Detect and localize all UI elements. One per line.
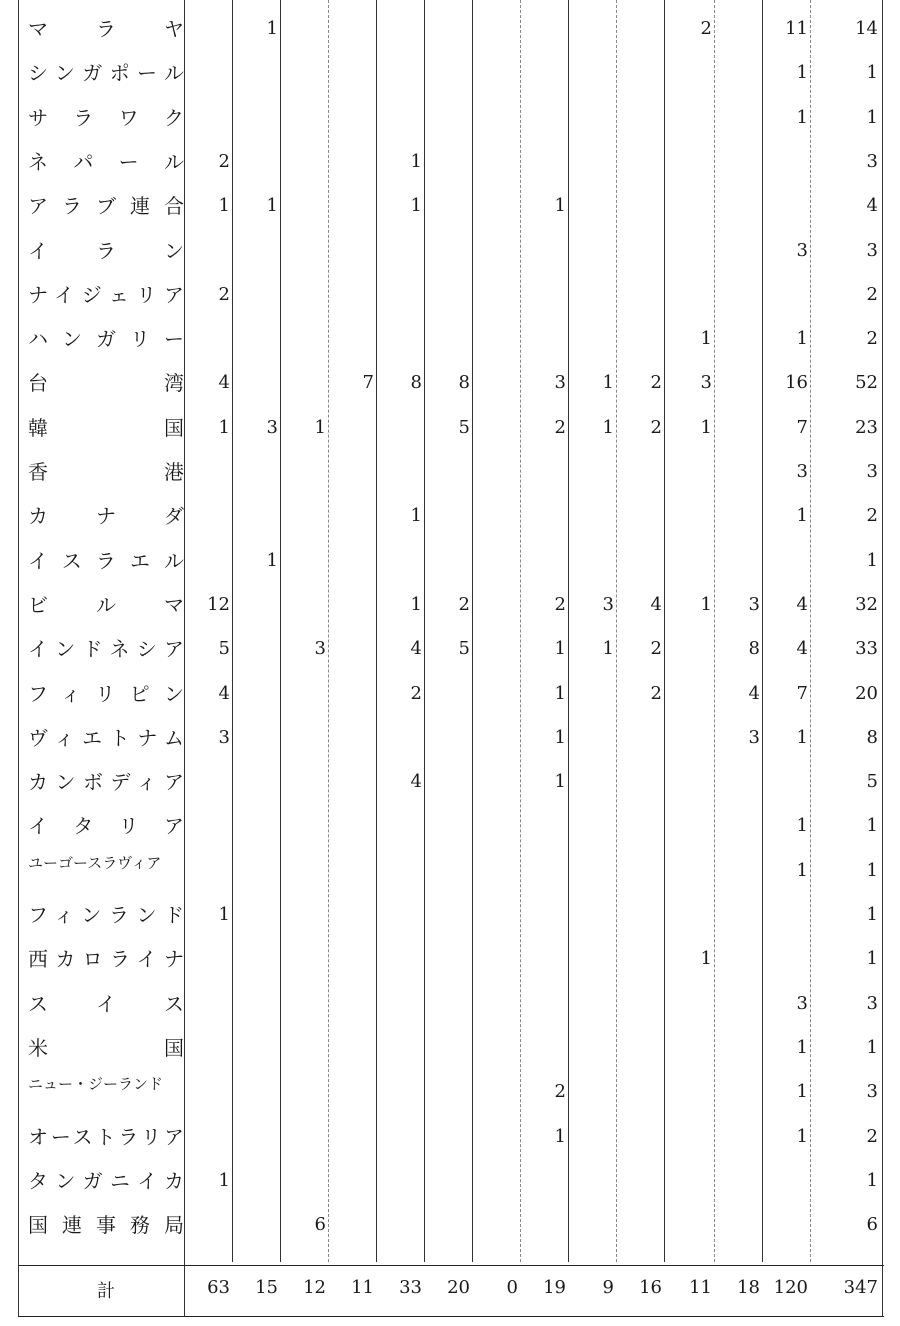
count-cell: 3 xyxy=(866,461,878,482)
count-cell: 2 xyxy=(650,682,662,704)
count-cell: 1 xyxy=(796,62,808,84)
country-name: イスラエル xyxy=(28,548,184,573)
count-cell: 8 xyxy=(458,372,470,394)
count-cell: 4 xyxy=(866,195,878,217)
table-row xyxy=(0,588,900,632)
count-cell: 1 xyxy=(796,1081,808,1103)
country-name: ビ ル マ xyxy=(28,592,184,617)
count-cell: 4 xyxy=(796,593,808,615)
count-cell: 1 xyxy=(866,859,878,881)
total-cell: 0 xyxy=(506,1277,518,1298)
count-cell: 32 xyxy=(855,593,878,615)
count-cell: 2 xyxy=(866,283,878,305)
count-cell: 1 xyxy=(554,682,566,704)
total-cell: 18 xyxy=(737,1277,760,1298)
table-row xyxy=(0,101,900,145)
count-cell: 14 xyxy=(855,18,878,39)
count-cell: 1 xyxy=(700,593,712,615)
count-cell: 5 xyxy=(458,638,470,660)
total-cell: 9 xyxy=(602,1277,614,1298)
count-cell: 1 xyxy=(796,1125,808,1147)
table-row xyxy=(0,411,900,455)
country-name: ハンガリー xyxy=(28,327,184,352)
total-cell: 120 xyxy=(773,1277,808,1298)
table-row xyxy=(0,1208,900,1252)
count-cell: 20 xyxy=(855,682,878,704)
count-cell: 1 xyxy=(796,505,808,527)
count-cell: 1 xyxy=(866,549,878,571)
count-cell: 4 xyxy=(796,638,808,660)
count-cell: 12 xyxy=(207,593,230,615)
count-cell: 16 xyxy=(785,372,808,394)
country-name: ネ パ ー ル xyxy=(28,149,184,174)
count-cell: 4 xyxy=(410,638,422,660)
count-cell: 52 xyxy=(855,372,878,394)
country-name: ニュー・ジーランド xyxy=(28,1075,164,1094)
table-row xyxy=(0,942,900,986)
count-cell: 4 xyxy=(410,771,422,793)
count-cell: 1 xyxy=(796,1036,808,1058)
table-row xyxy=(0,632,900,676)
count-cell: 1 xyxy=(218,904,230,925)
table-row xyxy=(0,1075,900,1119)
count-cell: 6 xyxy=(866,1214,878,1236)
row-rule xyxy=(18,1265,884,1266)
country-name: 台 湾 xyxy=(28,371,184,396)
table-row xyxy=(0,12,900,56)
country-name: 西カロライナ xyxy=(28,947,184,972)
count-cell: 1 xyxy=(700,416,712,438)
count-cell: 1 xyxy=(314,416,326,438)
country-name: ナイジェリア xyxy=(28,282,184,307)
count-cell: 1 xyxy=(554,195,566,217)
total-cell: 11 xyxy=(351,1277,374,1298)
count-cell: 2 xyxy=(650,416,662,438)
country-name: フィリピン xyxy=(28,681,184,706)
table-row xyxy=(0,1164,900,1208)
country-name: カ ナ ダ xyxy=(28,504,184,529)
table-row xyxy=(0,677,900,721)
country-name: ユーゴースラヴィア xyxy=(28,853,162,872)
count-cell: 23 xyxy=(855,416,878,438)
country-name: イ タ リ ア xyxy=(28,814,184,839)
count-cell: 4 xyxy=(650,593,662,615)
count-cell: 2 xyxy=(866,505,878,527)
count-cell: 5 xyxy=(458,416,470,438)
count-cell: 1 xyxy=(866,106,878,128)
count-cell: 3 xyxy=(748,726,760,748)
table-row xyxy=(0,1120,900,1164)
count-cell: 1 xyxy=(866,904,878,925)
count-cell: 1 xyxy=(602,416,614,438)
count-cell: 2 xyxy=(700,18,712,39)
count-cell: 1 xyxy=(866,62,878,84)
count-cell: 1 xyxy=(796,328,808,350)
total-cell: 33 xyxy=(399,1277,422,1298)
count-cell: 3 xyxy=(796,239,808,261)
country-name: ス イ ス xyxy=(28,991,184,1016)
count-cell: 1 xyxy=(410,195,422,217)
count-cell: 1 xyxy=(218,416,230,438)
count-cell: 1 xyxy=(796,726,808,748)
count-cell: 2 xyxy=(650,638,662,660)
count-cell: 1 xyxy=(866,815,878,837)
count-cell: 1 xyxy=(866,948,878,970)
count-cell: 1 xyxy=(700,948,712,970)
table-row xyxy=(0,544,900,588)
count-cell: 3 xyxy=(602,593,614,615)
country-name: タンガニイカ xyxy=(28,1168,184,1193)
count-cell: 1 xyxy=(410,593,422,615)
count-cell: 4 xyxy=(218,372,230,394)
count-cell: 5 xyxy=(218,638,230,660)
count-cell: 1 xyxy=(602,372,614,394)
count-cell: 1 xyxy=(266,195,278,217)
country-name: イ ラ ン xyxy=(28,238,184,263)
count-cell: 4 xyxy=(748,682,760,704)
count-cell: 33 xyxy=(855,638,878,660)
total-cell: 11 xyxy=(689,1277,712,1298)
count-cell: 1 xyxy=(410,150,422,172)
count-cell: 3 xyxy=(866,239,878,261)
count-cell: 2 xyxy=(554,593,566,615)
count-cell: 2 xyxy=(650,372,662,394)
count-cell: 1 xyxy=(866,1169,878,1191)
count-cell: 3 xyxy=(796,461,808,482)
country-name: 国連事務局 xyxy=(28,1213,184,1238)
total-cell: 15 xyxy=(255,1277,278,1298)
count-cell: 1 xyxy=(554,726,566,748)
country-name: 韓 国 xyxy=(28,415,184,440)
count-cell: 1 xyxy=(796,815,808,837)
table-row xyxy=(0,898,900,942)
count-cell: 3 xyxy=(748,593,760,615)
count-cell: 7 xyxy=(796,682,808,704)
table-row xyxy=(0,987,900,1031)
country-name: インドネシア xyxy=(28,637,184,662)
total-cell: 20 xyxy=(447,1277,470,1298)
count-cell: 2 xyxy=(410,682,422,704)
count-cell: 11 xyxy=(785,18,808,39)
country-name: サ ラ ワ ク xyxy=(28,105,184,130)
table-row xyxy=(0,189,900,233)
table-row xyxy=(0,499,900,543)
count-cell: 5 xyxy=(866,771,878,793)
country-name: アラブ連合 xyxy=(28,194,184,219)
count-cell: 8 xyxy=(410,372,422,394)
count-cell: 6 xyxy=(314,1214,326,1236)
table-row xyxy=(0,234,900,278)
count-cell: 2 xyxy=(554,1081,566,1103)
table-row xyxy=(0,765,900,809)
country-name: 米 国 xyxy=(28,1035,184,1060)
table-row xyxy=(0,366,900,410)
count-cell: 7 xyxy=(362,372,374,394)
table-row xyxy=(0,455,900,499)
count-cell: 3 xyxy=(218,726,230,748)
count-cell: 1 xyxy=(266,18,278,39)
table-row xyxy=(0,322,900,366)
count-cell: 1 xyxy=(602,638,614,660)
count-cell: 1 xyxy=(218,195,230,217)
total-cell: 12 xyxy=(303,1277,326,1298)
count-cell: 8 xyxy=(748,638,760,660)
count-cell: 1 xyxy=(554,638,566,660)
count-cell: 1 xyxy=(866,1036,878,1058)
count-cell: 7 xyxy=(796,416,808,438)
country-name: カンボディア xyxy=(28,770,184,795)
count-cell: 3 xyxy=(796,992,808,1014)
table-row xyxy=(0,809,900,853)
count-cell: 1 xyxy=(796,106,808,128)
count-cell: 3 xyxy=(554,372,566,394)
country-name: シンガポール xyxy=(28,61,184,86)
country-name: ヴィエトナム xyxy=(28,725,184,750)
count-cell: 1 xyxy=(796,859,808,881)
country-name: フィンランド xyxy=(28,903,184,927)
table-row xyxy=(0,145,900,189)
total-cell: 16 xyxy=(639,1277,662,1298)
count-cell: 3 xyxy=(866,1081,878,1103)
row-rule xyxy=(18,1316,884,1317)
count-cell: 2 xyxy=(866,328,878,350)
count-cell: 1 xyxy=(700,328,712,350)
total-cell: 63 xyxy=(207,1277,230,1298)
table-row xyxy=(0,56,900,100)
country-name: マ ラ ヤ xyxy=(28,17,184,41)
count-cell: 8 xyxy=(866,726,878,748)
count-cell: 4 xyxy=(218,682,230,704)
count-cell: 2 xyxy=(458,593,470,615)
table-row xyxy=(0,854,900,898)
count-cell: 2 xyxy=(554,416,566,438)
count-cell: 2 xyxy=(866,1125,878,1147)
total-label: 計 xyxy=(97,1281,115,1302)
count-cell: 1 xyxy=(218,1169,230,1191)
count-cell: 1 xyxy=(554,771,566,793)
count-cell: 3 xyxy=(314,638,326,660)
total-cell: 347 xyxy=(843,1277,878,1298)
total-cell: 19 xyxy=(543,1277,566,1298)
count-cell: 1 xyxy=(554,1125,566,1147)
count-cell: 2 xyxy=(218,283,230,305)
count-cell: 1 xyxy=(266,549,278,571)
table-row xyxy=(0,721,900,765)
country-name: 香 港 xyxy=(28,460,184,484)
table-row xyxy=(0,1031,900,1075)
count-cell: 1 xyxy=(410,505,422,527)
count-cell: 3 xyxy=(700,372,712,394)
table-row xyxy=(0,278,900,322)
count-cell: 3 xyxy=(266,416,278,438)
count-cell: 3 xyxy=(866,150,878,172)
count-cell: 3 xyxy=(866,992,878,1014)
count-cell: 2 xyxy=(218,150,230,172)
country-name: オーストラリア xyxy=(28,1124,184,1149)
